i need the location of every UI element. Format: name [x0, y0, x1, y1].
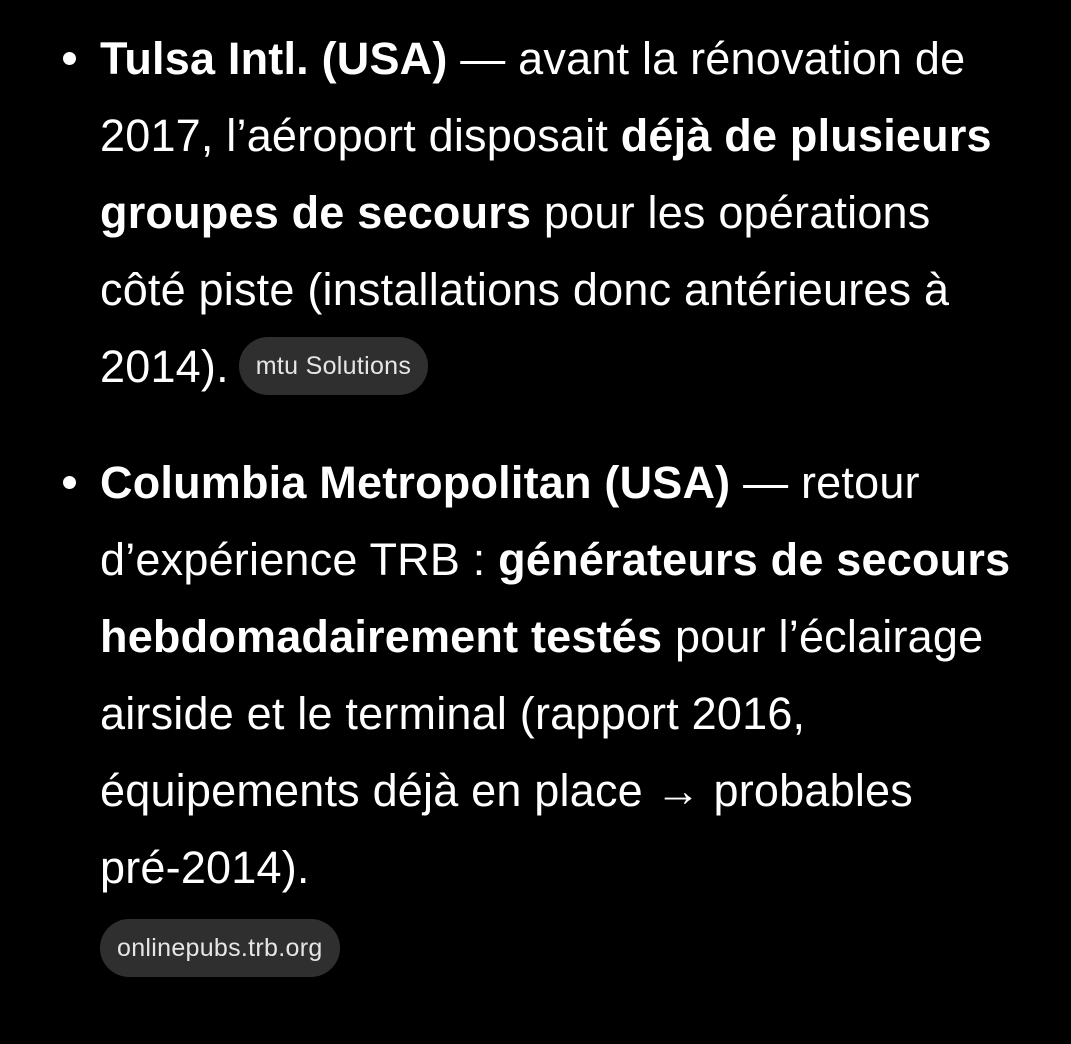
item-emphasis: déjà de plusieurs groupes de secours: [100, 110, 992, 238]
list-item-tulsa: [100, 20, 1020, 405]
source-chip[interactable]: onlinepubs.trb.org: [100, 919, 340, 977]
item-title: Columbia Metropolitan (USA): [100, 457, 731, 508]
source-chip[interactable]: mtu Solutions: [239, 337, 428, 395]
item-emphasis: générateurs de secours hebdomadairement testés: [100, 534, 1011, 662]
item-text-rest: pour les opérations côté piste (installations donc antérieures à 2014).: [100, 187, 950, 392]
item-text: — retour d’expérience TRB :: [100, 457, 920, 585]
item-text-rest: pour l’éclairage airside et le terminal (rapport 2016, équipements déjà en place → probables pré-2014).: [100, 611, 984, 893]
bullet-icon: [61, 444, 77, 521]
item-title: Tulsa Intl. (USA): [100, 33, 448, 84]
list-item-columbia: [100, 444, 1020, 983]
item-text: — avant la rénovation de 2017, l’aéroport disposait: [100, 33, 966, 161]
bullet-icon: [61, 20, 77, 97]
